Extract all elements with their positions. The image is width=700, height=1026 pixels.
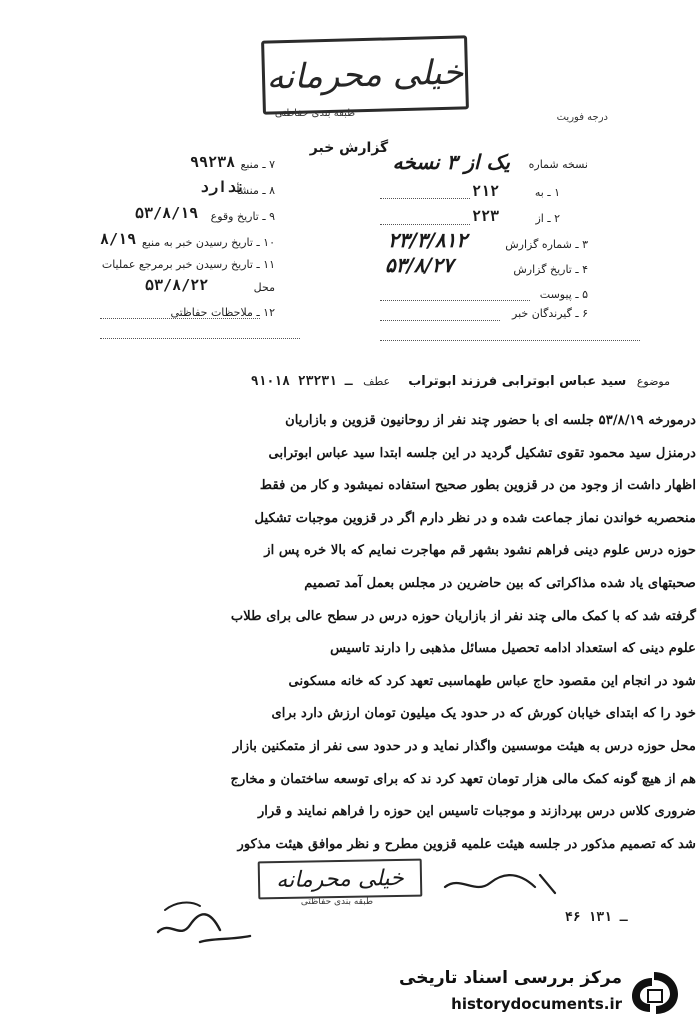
from-label: ۲ ـ از [535, 212, 560, 225]
body-line: ضروری کلاس درس بپردازند و موجبات تاسیس این حوزه را فراهم نمایند و قرار [257, 804, 696, 820]
classification-stamp: خیلی محرمانه [261, 35, 469, 114]
arrival-to-source-value: ۸/۱۹ [100, 230, 137, 248]
to-value: ۲۱۲ [472, 182, 500, 200]
copy-number-value: یک از ۳ نسخه [392, 150, 510, 174]
body-line: شود در انجام این مقصود حاج عباس طهماسبی تعهد کرد که خانه مسکونی [288, 673, 696, 689]
body-line: اظهار داشت از وجود من در قزوین بطور صحیح استفاده نمیشود و کار من فقط [259, 478, 696, 494]
location-value: ۵۳/۸/۲۲ [145, 276, 209, 294]
reference-label: عطف [363, 375, 391, 388]
signature-mark [440, 865, 560, 901]
body-line: گرفته شد که با کمک مالی چند نفر از بازاریان حوزه درس در سطح عالی برای طلاب [230, 608, 696, 624]
subject-line [90, 372, 670, 392]
archive-logo-icon [628, 968, 680, 1016]
to-label: ۱ ـ به [534, 186, 560, 199]
body-line: درمنزل سید محمود تقوی تشکیل گردید در این جلسه ابتدا سید عباس ابوترابی [268, 445, 696, 461]
location-label: محل [253, 281, 275, 294]
report-number-value: ۲۳/۳/۸۱۲ [388, 228, 468, 252]
body-line: حوزه درس علوم دینی فراهم نشود بشهر قم مهاجرت نمایم که بالا خره پس از [264, 543, 696, 559]
reference-value: ۹۱۰۱۸ ـ ۲۳۲۳۱ [250, 374, 353, 389]
arrival-to-source-label: ۱۰ ـ تاریخ رسیدن خبر به منبع [141, 236, 275, 249]
classification-label: طبقه بندی حفاظتی [274, 108, 356, 119]
dotted-line [380, 198, 470, 199]
dotted-line [380, 340, 640, 341]
report-date-label: ۴ ـ تاریخ گزارش [513, 263, 588, 276]
subject-text: سید عباس ابوترابی فرزند ابوتراب [408, 374, 627, 389]
body-line: درمورخه ۵۳/۸/۱۹ جلسه ای با حضور چند نفر از روحانیون قزوین و بازاریان [285, 413, 696, 428]
body-line: منحصربه خواندن نماز جماعت شده و در نظر دارم اگر در قزوین موجبات تشکیل [254, 510, 696, 526]
report-number-label: ۳ ـ شماره گزارش [505, 238, 588, 251]
attachment-label: ۵ ـ پیوست [539, 288, 588, 301]
body-line: علوم دینی که استعداد ادامه تحصیل مسائل مذهبی را دارند تاسیس [330, 641, 696, 657]
dotted-line [380, 320, 500, 321]
origin-value: ندارد [200, 178, 246, 196]
body-line: خود را که ابتدای خیابان کورش که در حدود یک میلیون تومان ارزش دارد برای [271, 706, 696, 722]
report-body [98, 405, 696, 861]
occurrence-date-value: ۵۳/۸/۱۹ [135, 204, 199, 222]
security-notes-label: ۱۲ ـ ملاحظات حفاظتی [170, 306, 275, 319]
source-label: ۷ ـ منبع [240, 158, 275, 171]
dotted-line [100, 318, 260, 319]
dotted-line [380, 224, 470, 225]
body-line: محل حوزه درس به هیئت موسسین واگذار نماید و در حدود سی نفر از متمکنین بازار [232, 738, 696, 754]
body-line: شد که تصمیم مذکور در جلسه هیئت علمیه قزوین مطرح و نظر موافق هیئت مذکور [237, 836, 696, 852]
report-date-value: ۵۳/۸/۲۷ [385, 253, 454, 277]
dotted-line [380, 300, 530, 301]
arrival-to-operations-label: ۱۱ ـ تاریخ رسیدن خبر برمرجع عملیات [101, 258, 275, 271]
bottom-classification-label: طبقه بندی حفاظتی [300, 897, 374, 907]
archive-url[interactable]: historydocuments.ir [451, 995, 622, 1013]
subject-label: موضوع [636, 375, 670, 388]
bottom-classification-stamp: خیلی محرمانه [258, 859, 423, 900]
from-value: ۲۲۳ [472, 207, 500, 225]
body-line: صحبتهای یاد شده مذاکراتی که بین حاضرین در مجلس بعمل آمد تصمیم [304, 575, 696, 591]
origin-label: ۸ ـ منشأ [236, 184, 275, 197]
report-title: گزارش خبر [309, 140, 389, 156]
source-value: ۹۹۲۳۸ [190, 153, 236, 171]
copy-number-label: نسخه شماره [528, 158, 588, 171]
archive-reference-code: ۴۶ ـ ۱۳۱ [565, 910, 628, 925]
recipients-label: ۶ ـ گیرندگان خبر [512, 307, 588, 320]
dotted-line [100, 338, 300, 339]
archive-name: مرکز بررسی اسناد تاریخی [399, 968, 622, 988]
body-line: هم از هیچ گونه کمک مالی هزار تومان تعهد کرد ند که برای توسعه ساختمان و مخارج [230, 771, 696, 787]
occurrence-date-label: ۹ ـ تاریخ وقوع [210, 210, 275, 223]
signature-mark [150, 880, 260, 950]
urgency-label: درجه فوریت [556, 112, 608, 123]
